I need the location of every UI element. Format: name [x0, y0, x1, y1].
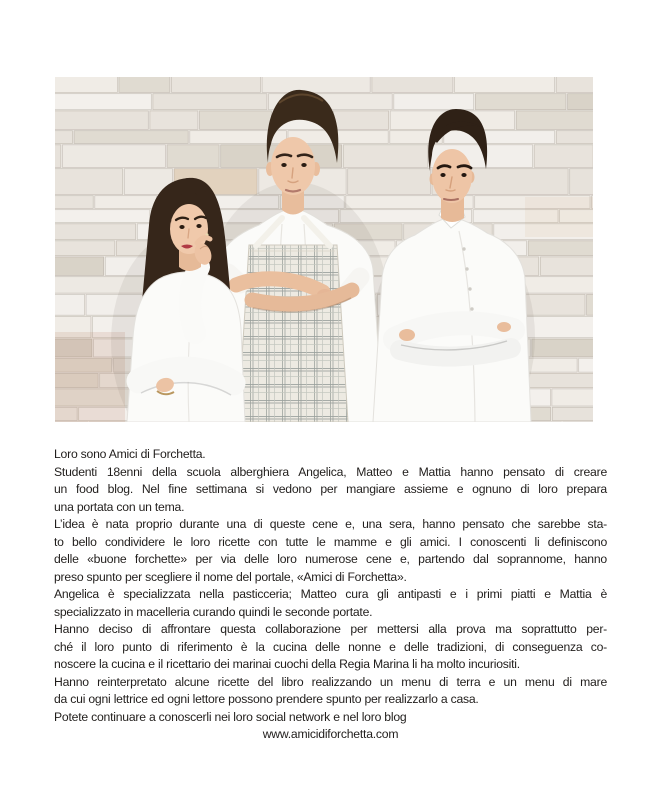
article-line: da cui ogni lettrice ed ogni lettore possono prendere spunto per realizzarlo a casa.: [54, 692, 479, 706]
eye: [440, 173, 445, 177]
chef-center-apron: [238, 245, 348, 422]
article-line: Hanno reinterpretato alcune ricette del libro realizzando un menu di terra e un menu di mare: [54, 674, 607, 689]
eye: [281, 163, 286, 167]
button: [465, 267, 468, 270]
article-line: un food blog. Nel fine settimana si vedono per mangiare assieme e ognuno di loro prepara: [54, 482, 607, 496]
article-line: L’idea è nata proprio durante una di queste cene e, una sera, hanno pensato che sarebbe sta-: [54, 517, 607, 531]
article-line: Studenti 18enni della scuola alberghiera Angelica, Matteo e Mattia hanno pensato di creare: [54, 464, 607, 479]
article-line: Angelica è specializzata nella pasticceria; Matteo cura gli antipasti e i primi piatti e Mattia è: [54, 587, 607, 601]
article-line: Hanno deciso di affrontare questa collaborazione per mettersi alla prova ma soprattutto per-: [54, 622, 607, 636]
hand: [497, 322, 511, 332]
article-line: una portata con un tema.: [54, 499, 185, 514]
mouth: [444, 199, 458, 200]
website-url[interactable]: www.amicidiforchetta.com: [262, 727, 399, 741]
eye: [301, 163, 306, 167]
eye: [179, 225, 184, 229]
article-line: ché il loro punto di riferimento è la cucina delle nonne e delle tradizioni, di conseguenza co-: [54, 639, 607, 654]
article-line: preso spunto per scegliere il nome del portale, «Amici di Forchetta».: [54, 569, 407, 584]
article-line: Potete continuare a conoscerli nei loro social network e nel loro blog: [54, 709, 407, 724]
eye: [196, 224, 201, 228]
chefs-photo-illustration: [55, 77, 593, 422]
article-line: Loro sono Amici di Forchetta.: [54, 447, 206, 461]
raised-arm: [190, 267, 199, 333]
article-line: to bello condividere le loro ricette con tutte le mamme e gli amici. I conoscenti li definiscono: [54, 534, 607, 549]
button: [468, 287, 471, 290]
article-line: noscere la cucina e il ricettario dei marinai cuochi della Regia Marina li ha molto incuriositi.: [54, 657, 520, 671]
button: [462, 247, 465, 250]
eye: [461, 173, 466, 177]
chef-center-face: [271, 137, 315, 195]
article-line: delle «buone forchette» per via delle loro numerose cene e, partendo dal soprannome, hanno: [54, 552, 607, 566]
hand: [399, 329, 415, 341]
article-lines: [54, 446, 607, 726]
crossed-arm: [139, 369, 233, 383]
button: [470, 307, 473, 310]
article-line: specializzato in macelleria curando quindi le seconde portate.: [54, 604, 373, 619]
chefs-photo: [55, 77, 593, 422]
article-text: [54, 446, 607, 744]
